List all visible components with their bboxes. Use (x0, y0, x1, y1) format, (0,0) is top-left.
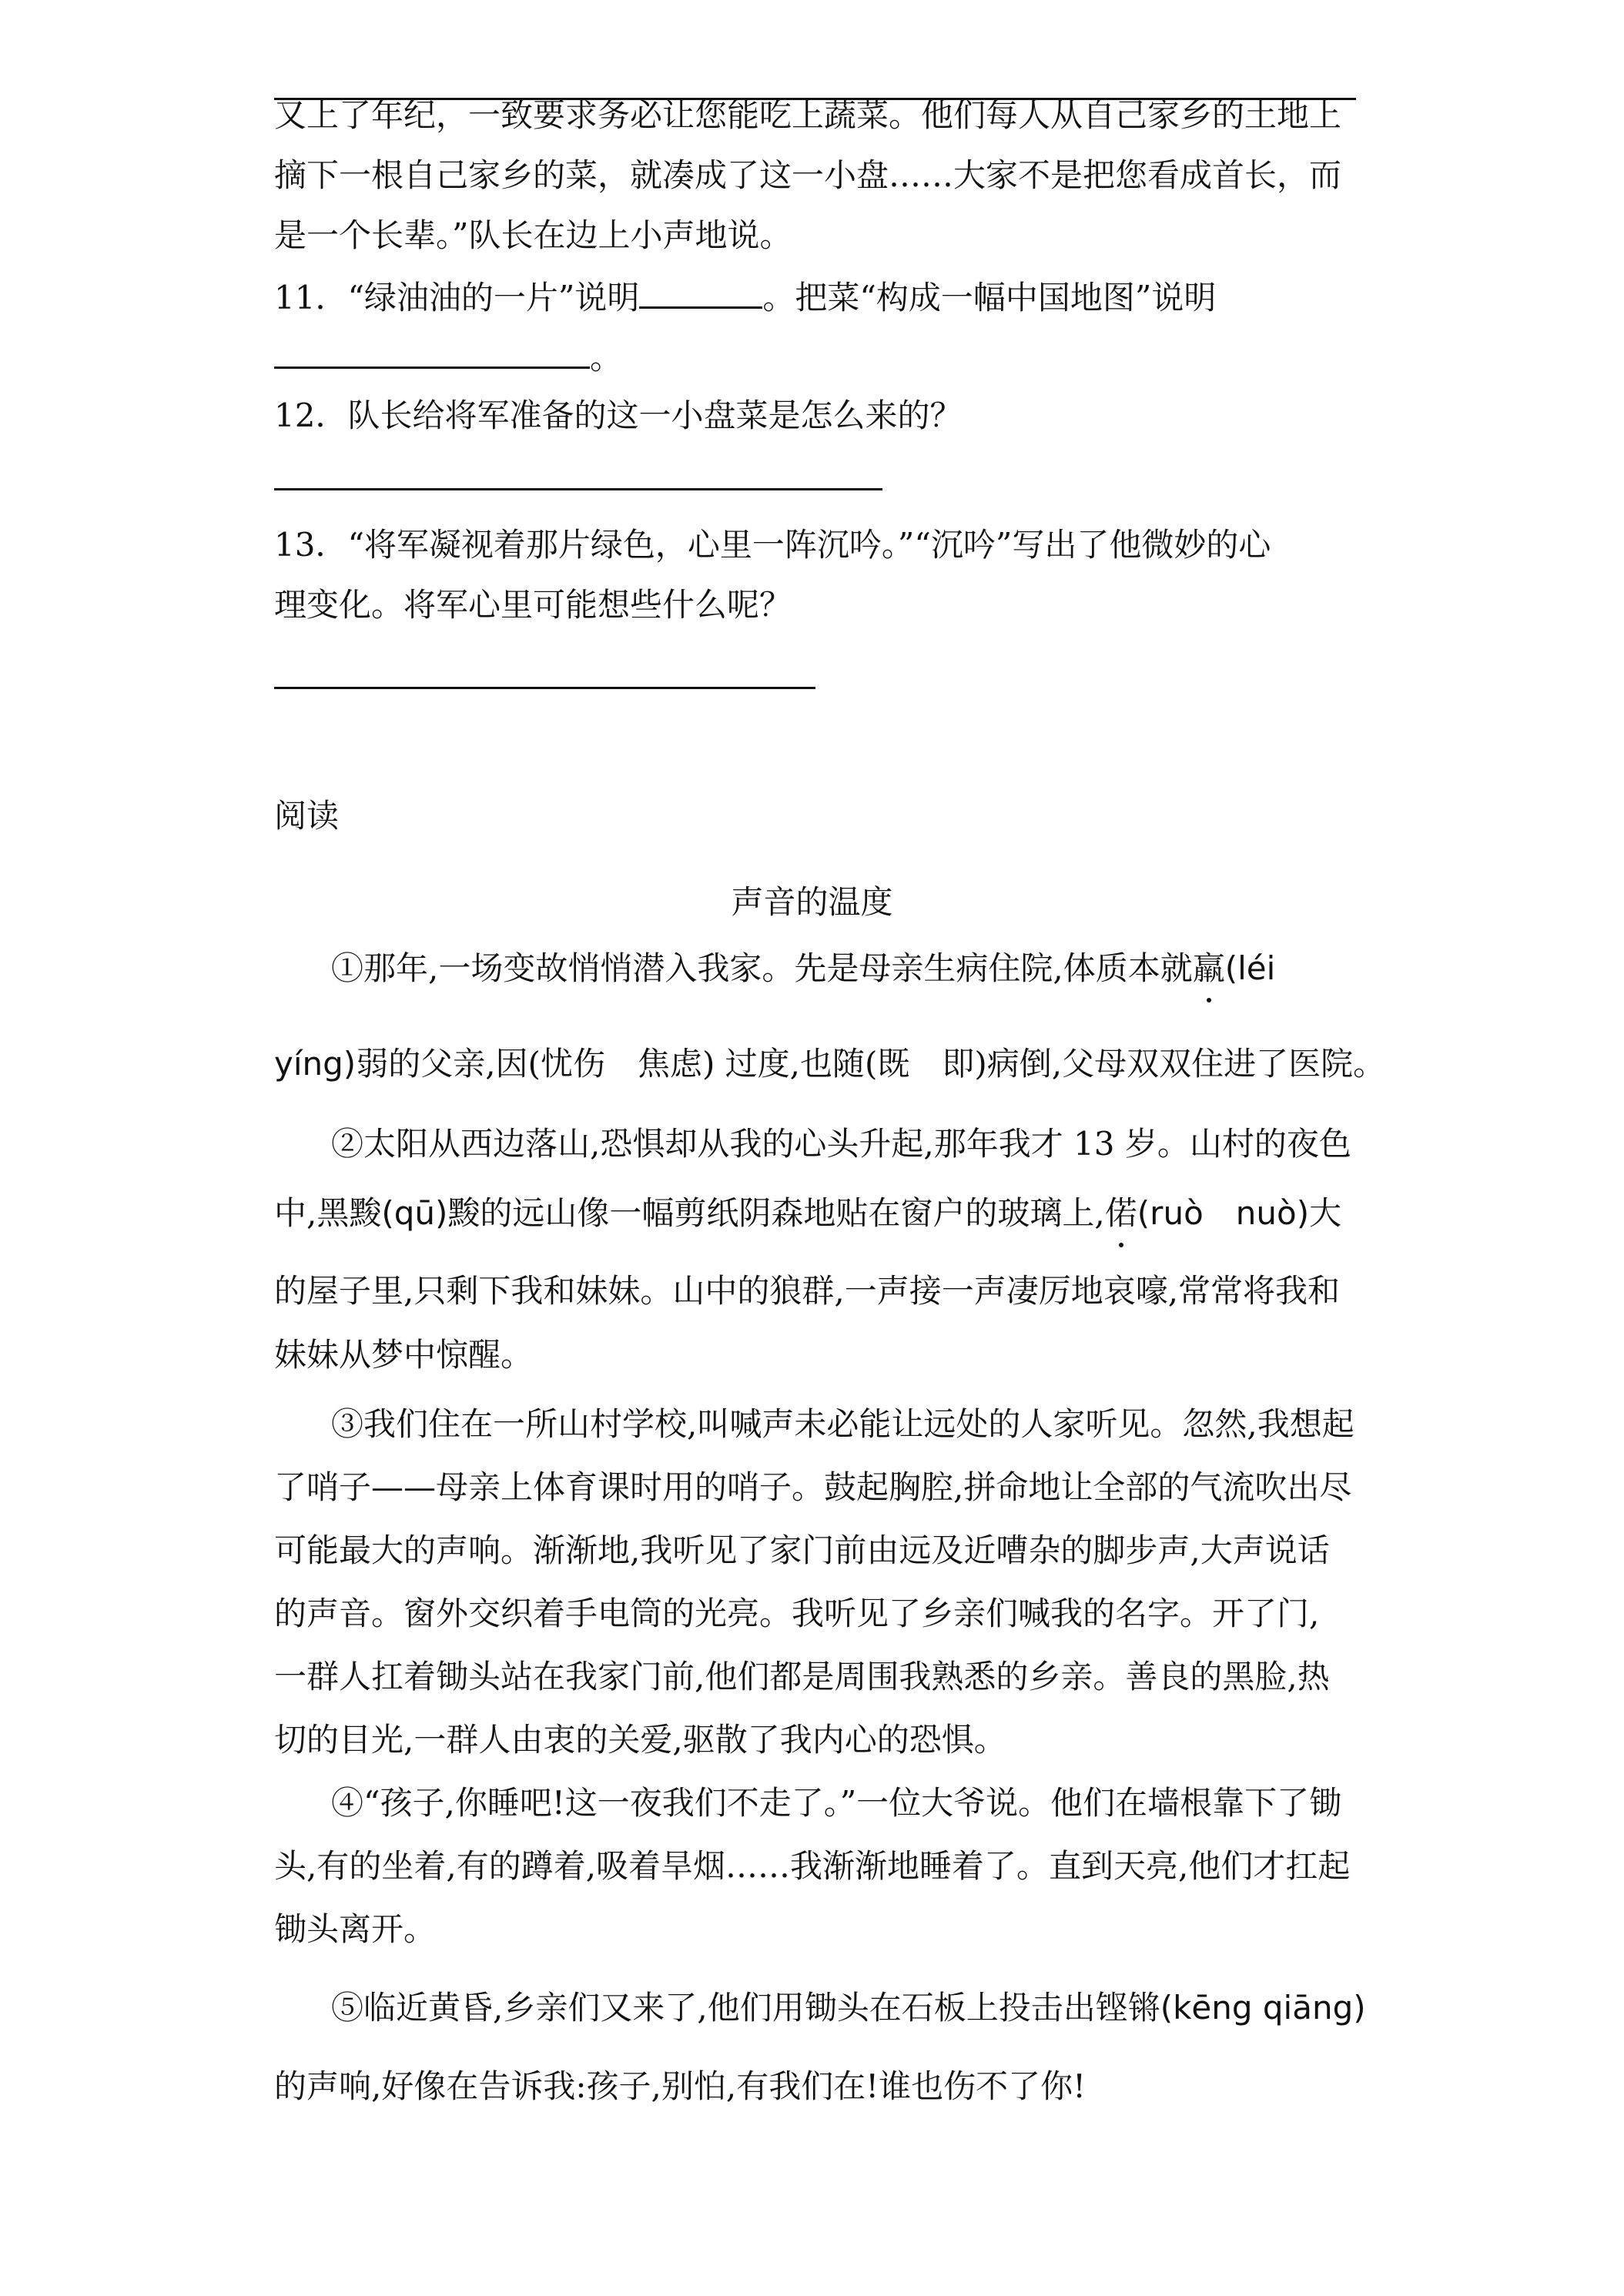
dotted-char-lei: 羸 (1193, 946, 1225, 992)
p2-text-c: 大 (1309, 1194, 1342, 1232)
question-11-end: 。 (590, 339, 623, 377)
dotted-char-ruo: 偌 (1105, 1190, 1137, 1237)
question-11-part1: 11．“绿油油的一片”说明 (274, 279, 640, 316)
question-12: 12．队长给将军准备的这一小盘菜是怎么来的？ (274, 397, 963, 434)
p1-line-1 (331, 946, 1275, 992)
passage-line-2: 摘下一根自己家乡的菜，就凑成了这一小盘……大家不是把您看成首长，而 (274, 156, 1342, 194)
p3-line-4: 的声音。窗外交织着手电筒的光亮。我听见了乡亲们喊我的名字。开了门, (274, 1595, 1320, 1632)
p1-text: ①那年,一场变故悄悄潜入我家。先是母亲生病住院,体质本就 (331, 949, 1193, 987)
reading-label: 阅读 (274, 797, 340, 835)
pinyin-lei: (léi (1224, 949, 1276, 987)
answer-blank-11b[interactable] (274, 333, 590, 369)
answer-line-12[interactable] (274, 488, 882, 490)
answer-line-13[interactable] (274, 687, 815, 689)
p5-line-2: 的声响,好像在告诉我:孩子,别怕,有我们在!谁也伤不了你! (274, 2067, 1086, 2105)
question-13-line2: 理变化。将军心里可能想些什么呢？ (274, 586, 792, 624)
p2-text-a: 中,黑黢 (274, 1194, 382, 1232)
answer-blank-11a[interactable] (639, 273, 762, 309)
passage-line-1: 又上了年纪，一致要求务必让您能吃上蔬菜。他们每人从自己家乡的土地上 (274, 96, 1342, 134)
question-13-line1: 13．“将军凝视着那片绿色，心里一阵沉吟。”“沉吟”写出了他微妙的心 (274, 526, 1271, 564)
p2-line-2 (274, 1190, 1341, 1237)
p2-line-4: 妹妹从梦中惊醒。 (274, 1336, 534, 1374)
p3-line-1: ③我们住在一所山村学校,叫喊声未必能让远处的人家听见。忽然,我想起 (331, 1405, 1354, 1443)
question-11-line2 (274, 333, 622, 381)
reading-title: 声音的温度 (731, 883, 893, 921)
question-11-part2: 。把菜“构成一幅中国地图”说明 (762, 279, 1217, 316)
p4-line-2: 头,有的坐着,有的蹲着,吸着旱烟……我渐渐地睡着了。直到天亮,他们才扛起 (274, 1847, 1351, 1885)
p5-line-1 (331, 1985, 1366, 2031)
p5-text: ⑤临近黄昏,乡亲们又来了,他们用锄头在石板上投击出铿锵 (331, 1989, 1160, 2027)
p4-line-1: ④“孩子,你睡吧!这一夜我们不走了。”一位大爷说。他们在墙根靠下了锄 (331, 1784, 1342, 1822)
p1-text-2: 弱的父亲,因(忧伤 焦虑) 过度,也随(既 即)病倒,父母双双住进了医院。 (356, 1045, 1386, 1083)
pinyin-keng-qiang: (kēng qiāng) (1160, 1989, 1366, 2027)
p3-line-5: 一群人扛着锄头站在我家门前,他们都是周围我熟悉的乡亲。善良的黑脸,热 (274, 1658, 1330, 1695)
pinyin-ying: yíng) (274, 1045, 357, 1083)
p2-line-3: 的屋子里,只剩下我和妹妹。山中的狼群,一声接一声凄厉地哀嚎,常常将我和 (274, 1272, 1341, 1310)
pinyin-ruo-nuo: (ruò nuò) (1137, 1194, 1310, 1232)
p3-line-3: 可能最大的声响。渐渐地,我听见了家门前由远及近嘈杂的脚步声,大声说话 (274, 1531, 1330, 1569)
p3-line-6: 切的目光,一群人由衷的关爱,驱散了我内心的恐惧。 (274, 1721, 1006, 1759)
p2-line-1: ②太阳从西边落山,恐惧却从我的心头升起,那年我才 13 岁。山村的夜色 (331, 1125, 1351, 1163)
p2-text-b: 黢的远山像一幅剪纸阴森地贴在窗户的玻璃上, (447, 1194, 1105, 1232)
p3-line-2: 了哨子——母亲上体育课时用的哨子。鼓起胸腔,拼命地让全部的气流吹出尽 (274, 1468, 1352, 1506)
pinyin-qu: (qū) (381, 1194, 448, 1232)
p4-line-3: 锄头离开。 (274, 1910, 437, 1948)
question-11 (274, 273, 1216, 321)
p1-line-2 (274, 1041, 1385, 1087)
passage-line-3: 是一个长辈。”队长在边上小声地说。 (274, 216, 792, 254)
